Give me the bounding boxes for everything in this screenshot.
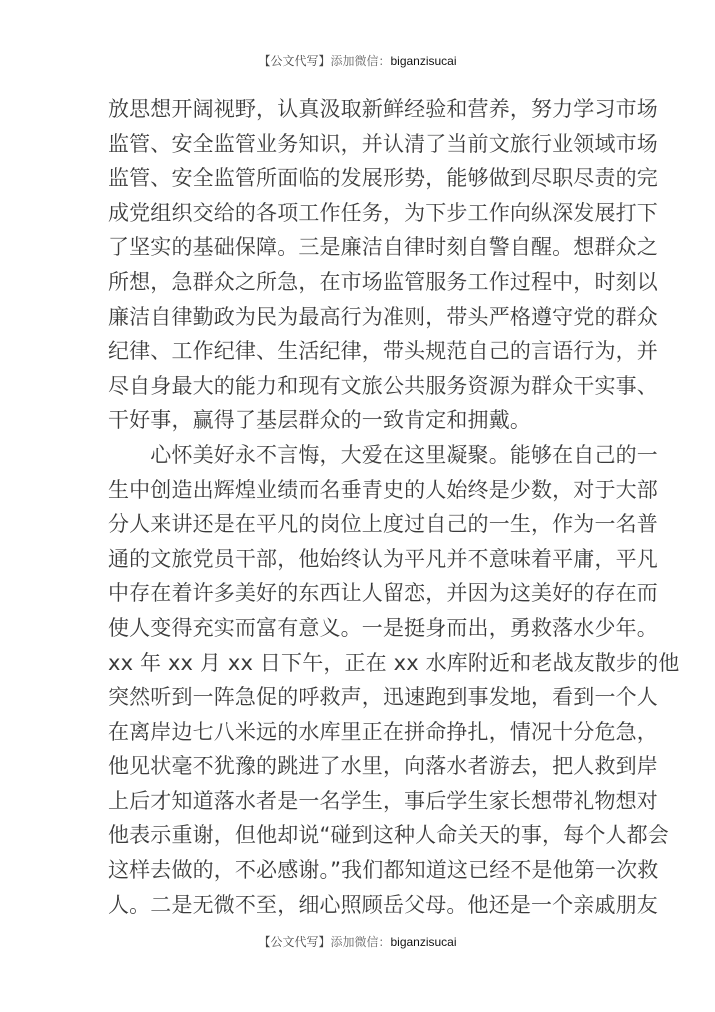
text-line: 放思想开阔视野，认真汲取新鲜经验和营养，努力学习市场 bbox=[108, 97, 658, 121]
text-line: 上后才知道落水者是一名学生，事后学生家长想带礼物想对 bbox=[108, 788, 658, 813]
text-line: 廉洁自律勤政为民为最高行为准则，带头严格遵守党的群众 bbox=[108, 304, 658, 329]
header-tag: 【公文代写】 bbox=[258, 54, 331, 68]
text-line: 在离岸边七八米远的水库里正在拼命挣扎，情况十分危急， bbox=[108, 719, 658, 744]
text-line: 他见状毫不犹豫的跳进了水里，向落水者游去，把人救到岸 bbox=[108, 754, 658, 779]
text-line: 了坚实的基础保障。三是廉洁自律时刻自警自醒。想群众之 bbox=[108, 235, 658, 260]
page-header bbox=[0, 52, 715, 69]
text-line: 使人变得充实而富有意义。一是挺身而出，勇救落水少年。 bbox=[108, 615, 658, 640]
text-line: 分人来讲还是在平凡的岗位上度过自己的一生，作为一名普 bbox=[108, 512, 658, 537]
text-line: 这样去做的，不必感谢。”我们都知道这已经不是他第一次救 bbox=[108, 858, 659, 883]
text-line: 通的文旅党员干部，他始终认为平凡并不意味着平庸，平凡 bbox=[108, 546, 658, 571]
text-line: xx 年 xx 月 xx 日下午，正在 xx 水库附近和老战友散步的他 bbox=[108, 650, 680, 675]
text-line: 监管、安全监管业务知识，并认清了当前文旅行业领域市场 bbox=[108, 131, 658, 156]
text-line: 心怀美好永不言悔，大爱在这里凝聚。能够在自己的一 bbox=[108, 442, 658, 467]
footer-wechat-id: biganzisucai bbox=[390, 935, 457, 949]
text-line: 人。二是无微不至，细心照顾岳父母。他还是一个亲戚朋友 bbox=[108, 892, 658, 917]
text-line: 所想，急群众之所急，在市场监管服务工作过程中，时刻以 bbox=[108, 269, 658, 294]
text-line: 他表示重谢，但他却说“碰到这种人命关天的事，每个人都会 bbox=[108, 823, 669, 848]
text-line: 尽自身最大的能力和现有文旅公共服务资源为群众干实事、 bbox=[108, 373, 658, 398]
footer-prefix: 添加微信： bbox=[330, 935, 391, 949]
page-footer bbox=[0, 933, 715, 950]
text-line: 生中创造出辉煌业绩而名垂青史的人始终是少数，对于大部 bbox=[108, 477, 658, 502]
footer-tag: 【公文代写】 bbox=[258, 935, 331, 949]
header-prefix: 添加微信： bbox=[330, 54, 391, 68]
text-line: 成党组织交给的各项工作任务，为下步工作向纵深发展打下 bbox=[108, 200, 658, 225]
header-wechat-id: biganzisucai bbox=[390, 54, 457, 68]
text-line: 纪律、工作纪律、生活纪律，带头规范自己的言语行为，并 bbox=[108, 339, 658, 364]
text-line: 监管、安全监管所面临的发展形势，能够做到尽职尽责的完 bbox=[108, 166, 658, 191]
text-line: 突然听到一阵急促的呼救声，迅速跑到事发地，看到一个人 bbox=[108, 685, 658, 710]
text-line: 中存在着许多美好的东西让人留恋，并因为这美好的存在而 bbox=[108, 581, 658, 606]
document-body bbox=[108, 92, 680, 922]
text-line: 干好事，赢得了基层群众的一致肯定和拥戴。 bbox=[108, 408, 531, 433]
